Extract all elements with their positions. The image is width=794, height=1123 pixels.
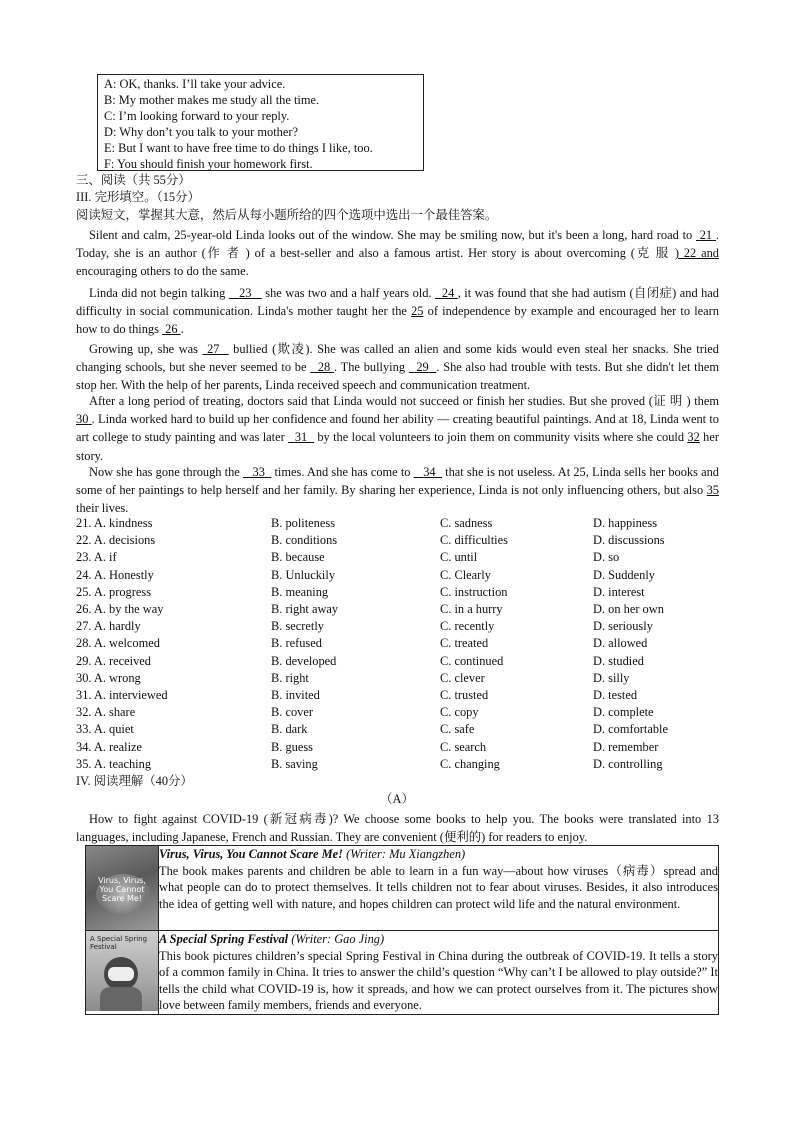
- books-table: [85, 845, 719, 1015]
- question-22-option-c: C. difficulties: [440, 533, 508, 548]
- question-28-option-d: D. allowed: [593, 636, 648, 651]
- blank-28: 28: [317, 360, 331, 375]
- option-d: D: Why don’t you talk to your mother?: [104, 125, 298, 139]
- blank-34: 34: [423, 465, 436, 479]
- question-23-option-n: 23. A. if: [76, 550, 117, 565]
- book-cover-1: [86, 846, 159, 931]
- question-25-option-d: D. interest: [593, 584, 645, 599]
- book-writer-2: (Writer: Gao Jing): [288, 932, 385, 946]
- question-28-option-n: 28. A. welcomed: [76, 636, 160, 651]
- option-a: A: OK, thanks. I’ll take your advice.: [104, 77, 286, 91]
- cloze-paragraph-5: Now she has gone through the 33 times. And she has come to 34 that she is not useless. At 25, Linda sells her books and some of her paintings to help herself and her family. By sharing her experience, Linda is not only influencing others, but also 35 their lives.: [76, 465, 719, 516]
- question-21-option-c: C. sadness: [440, 516, 493, 530]
- question-26-option-n: 26. A. by the way: [76, 602, 164, 616]
- question-33-option-d: D. comfortable: [593, 722, 669, 737]
- question-22-option-n: 22. A. decisions: [76, 533, 156, 548]
- section-reading-title: 三、阅读（共 55分）: [76, 173, 191, 187]
- question-35-option-d: D. controlling: [593, 756, 663, 771]
- question-30-option-n: 30. A. wrong: [76, 670, 141, 685]
- blank-32: 32: [687, 430, 700, 445]
- blank-21: 21: [699, 228, 713, 242]
- question-21-option-d: D. happiness: [593, 516, 658, 530]
- question-34-option-b: B. guess: [271, 739, 313, 754]
- cloze-title: III. 完形填空。（15分）: [76, 190, 200, 204]
- question-31-option-b: B. invited: [271, 688, 320, 702]
- question-29-option-b: B. developed: [271, 653, 337, 668]
- book-text-2: This book pictures children’s special Spring Festival in China during the outbreak of COVID-19. It tells a story of a common family in China. It tries to answer the child’s question “Why can’t I be allowed to play outside?” It tells the child what COVID-19 is, how it spreads, and how we can protect ourselves from it. The pictures show love between family members, friends and everyone.: [159, 948, 718, 1013]
- cloze-paragraph-4: After a long period of treating, doctors said that Linda would not succeed or finish her studies. But she proved (证 明 ) them 30 . Linda worked hard to build up her confidence and found her ability — creating beautiful paintings. And at 18, Linda went to art college to study painting and was later 31 by the local volunteers to join them on community visits where she could 32 her story.: [76, 394, 720, 463]
- blank-27: 27: [207, 342, 220, 356]
- book-description-2: [159, 931, 719, 1015]
- question-32-option-n: 32. A. share: [76, 705, 136, 720]
- book-title-1: Virus, Virus, You Cannot Scare Me!: [159, 847, 343, 861]
- question-30-option-d: D. silly: [593, 670, 630, 685]
- question-24-option-b: B. Unluckily: [271, 567, 336, 582]
- cloze-paragraph-1: Silent and calm, 25-year-old Linda looks out of the window. She may be smiling now, but it's been a long, hard road to 21 . Today, she is an author (作 者 ) of a best-seller and also a famous artist. Her story is about overcoming (克 服 ) 22 and encouraging others to do the same.: [76, 228, 719, 279]
- blank-35: 35: [706, 483, 719, 498]
- question-24-option-n: 24. A. Honestly: [76, 567, 154, 582]
- question-33-option-c: C. safe: [440, 722, 475, 737]
- question-31-option-c: C. trusted: [440, 688, 489, 702]
- blank-31: 31: [294, 430, 308, 445]
- reading-comprehension-title: IV. 阅读理解（40分）: [76, 774, 193, 788]
- blank-29: 29: [416, 360, 429, 375]
- question-22-option-b: B. conditions: [271, 533, 338, 548]
- question-35-option-n: 35. A. teaching: [76, 756, 152, 771]
- blank-25: 25: [411, 304, 424, 319]
- question-27-option-n: 27. A. hardly: [76, 619, 141, 634]
- question-35-option-b: B. saving: [271, 756, 318, 771]
- question-24-option-d: D. Suddenly: [593, 567, 655, 582]
- option-c: C: I’m looking forward to your reply.: [104, 109, 290, 123]
- passage-intro: How to fight against COVID-19 (新冠病毒)? We choose some books to help you. The books were translated into 13 languages, including Japanese, French and Russian. They are convenient (便利的) for readers to enjoy.: [76, 812, 719, 845]
- question-33-option-n: 33. A. quiet: [76, 722, 134, 737]
- question-25-option-c: C. instruction: [440, 584, 508, 599]
- cloze-paragraph-3: Growing up, she was 27 bullied (欺凌). She was called an alien and some kids would even steal her snacks. She tried changing schools, but she never seemed to be 28 . The bullying 29 . She also had trouble with tests. But she didn't let them stop her. With the help of her parents, Linda received speech and communication treatment.: [76, 342, 720, 393]
- question-21-option-b: B. politeness: [271, 516, 336, 530]
- question-28-option-c: C. treated: [440, 636, 489, 651]
- question-29-option-d: D. studied: [593, 653, 644, 668]
- question-34-option-d: D. remember: [593, 739, 659, 754]
- question-29-option-n: 29. A. received: [76, 653, 152, 668]
- question-25-option-n: 25. A. progress: [76, 584, 152, 599]
- question-24-option-c: C. Clearly: [440, 567, 491, 582]
- question-25-option-b: B. meaning: [271, 584, 329, 599]
- option-b: B: My mother makes me study all the time.: [104, 93, 320, 107]
- question-34-option-n: 34. A. realize: [76, 739, 143, 754]
- question-32-option-b: B. cover: [271, 705, 313, 720]
- book-description-1: [159, 846, 719, 931]
- cover-lettering-2: A Special Spring Festival: [90, 935, 148, 951]
- blank-26: 26: [165, 322, 178, 337]
- question-32-option-d: D. complete: [593, 705, 654, 720]
- question-32-option-c: C. copy: [440, 705, 479, 720]
- question-26-option-d: D. on her own: [593, 602, 664, 616]
- question-21-option-n: 21. A. kindness: [76, 516, 153, 530]
- question-33-option-b: B. dark: [271, 722, 308, 737]
- question-35-option-c: C. changing: [440, 756, 500, 771]
- book-writer-1: (Writer: Mu Xiangzhen): [342, 847, 466, 861]
- question-22-option-d: D. discussions: [593, 533, 665, 548]
- cloze-instruction: 阅读短文，掌握其大意，然后从每小题所给的四个选项中选出一个最佳答案。: [76, 208, 498, 222]
- question-27-option-d: D. seriously: [593, 619, 653, 634]
- option-f: F: You should finish your homework first.: [104, 157, 313, 171]
- blank-23: 23: [239, 286, 252, 300]
- question-29-option-c: C. continued: [440, 653, 504, 668]
- question-23-option-d: D. so: [593, 550, 620, 565]
- blank-33: 33: [252, 465, 265, 479]
- question-26-option-c: C. in a hurry: [440, 602, 503, 616]
- book-text-1: The book makes parents and children be able to learn in a fun way—about how viruses（病毒）spread and what people can do to protect themselves. It tells children not to fear about viruses. Besides, it also introduces the idea of getting well with nature, and hopes children can protect wild life and the natural environment.: [159, 863, 718, 911]
- cloze-paragraph-2: Linda did not begin talking 23 she was two and a half years old. 24 , it was found that she had autism (自闭症) and had difficulty in social communication. Linda's mother taught her the 25 of independence by example and encouraged her to learn how to do things 26 .: [76, 286, 719, 337]
- question-23-option-b: B. because: [271, 550, 325, 565]
- cover-lettering-1: Virus, Virus, You Cannot Scare Me!: [98, 876, 146, 903]
- book-cover-2: [86, 931, 159, 1015]
- question-34-option-c: C. search: [440, 739, 487, 754]
- dialogue-options-box: [97, 74, 424, 171]
- question-23-option-c: C. until: [440, 550, 478, 565]
- question-27-option-b: B. secretly: [271, 619, 324, 634]
- book-row: [86, 931, 719, 1015]
- question-30-option-b: B. right: [271, 670, 309, 685]
- question-27-option-c: C. recently: [440, 619, 495, 634]
- question-31-option-n: 31. A. interviewed: [76, 688, 168, 702]
- question-28-option-b: B. refused: [271, 636, 322, 651]
- passage-label: （A）: [380, 792, 414, 806]
- blank-24: 24: [441, 286, 455, 300]
- book-row: [86, 846, 719, 931]
- book-title-2: A Special Spring Festival: [159, 932, 289, 946]
- question-30-option-c: C. clever: [440, 670, 485, 685]
- blank-30: 30: [76, 412, 89, 427]
- question-31-option-d: D. tested: [593, 688, 638, 702]
- option-e: E: But I want to have free time to do things I like, too.: [104, 141, 373, 155]
- question-26-option-b: B. right away: [271, 602, 339, 616]
